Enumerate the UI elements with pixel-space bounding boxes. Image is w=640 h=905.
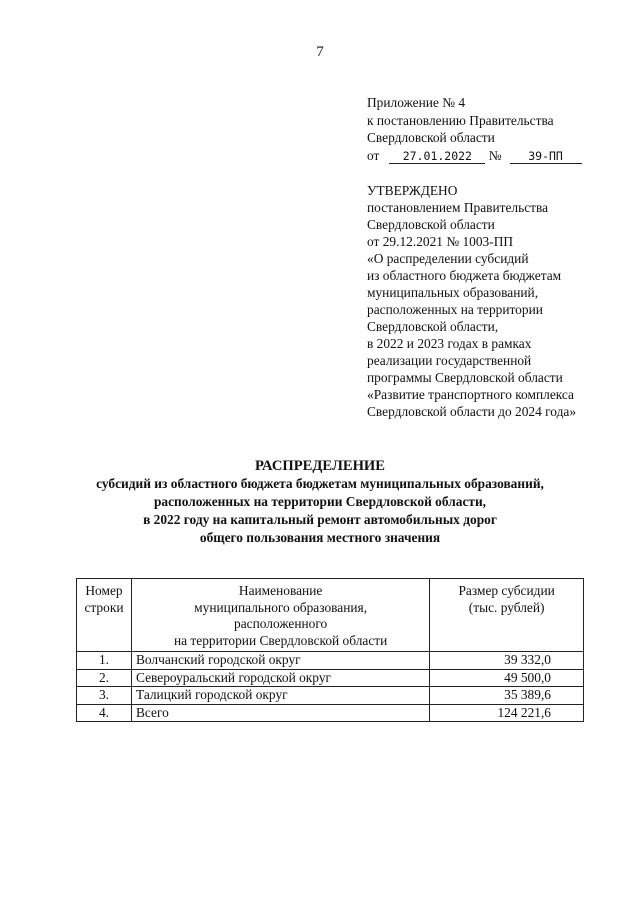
- approval-line: из областного бюджета бюджетам: [367, 268, 562, 283]
- header-text: муниципального образования,: [194, 599, 368, 615]
- approval-line: «Развитие транспортного комплекса: [367, 387, 574, 402]
- approval-line: в 2022 и 2023 годах в рамках: [367, 336, 532, 351]
- approval-line: от 29.12.2021 № 1003-ПП: [367, 234, 514, 249]
- approval-line: «О распределении субсидий: [367, 251, 529, 266]
- total-label: Всего: [131, 704, 429, 722]
- header-municipality: [131, 579, 429, 652]
- appendix-line-3: Свердловской области: [367, 130, 495, 146]
- appendix-line-1: Приложение № 4: [367, 95, 466, 110]
- table-row: [77, 652, 584, 670]
- municipality-name: Талицкий городской округ: [131, 687, 429, 705]
- approval-line: Свердловской области: [367, 217, 495, 232]
- appendix-line-2: к постановлению Правительства: [367, 112, 554, 128]
- municipality-name: Североуральский городской округ: [131, 669, 429, 687]
- heading-line: общего пользования местного значения: [199, 530, 441, 545]
- table-header-row: [77, 579, 584, 652]
- approval-line: Свердловской области,: [367, 319, 499, 334]
- approval-title: УТВЕРЖДЕНО: [367, 183, 458, 198]
- subsidy-amount: 39 332,0: [430, 652, 584, 670]
- date-prefix: от: [367, 147, 380, 163]
- heading-line: расположенных на территории Свердловской области,: [153, 494, 487, 509]
- header-text: на территории Свердловской области: [173, 632, 388, 648]
- municipality-name: Волчанский городской округ: [131, 652, 429, 670]
- header-text: (тыс. рублей): [468, 599, 545, 615]
- header-text: расположенного: [234, 616, 328, 631]
- number-prefix: №: [488, 147, 502, 163]
- page-number: 7: [316, 44, 324, 60]
- approval-block: [367, 182, 576, 420]
- resolution-date: 27.01.2022: [389, 149, 485, 164]
- document-heading: [0, 457, 640, 547]
- document-title: РАСПРЕДЕЛЕНИЕ: [254, 458, 386, 474]
- row-number: 4.: [77, 704, 132, 722]
- table-row: [77, 669, 584, 687]
- row-number: 2.: [77, 669, 132, 687]
- approval-line: программы Свердловской области: [367, 370, 563, 385]
- subsidy-amount: 35 389,6: [430, 687, 584, 705]
- row-number: 3.: [77, 687, 132, 705]
- header-text: Номер: [85, 583, 123, 598]
- approval-line: муниципальных образований,: [367, 285, 539, 300]
- appendix-date-line: [367, 147, 582, 165]
- header-subsidy-amount: [430, 579, 584, 652]
- approval-line: постановлением Правительства: [367, 200, 549, 215]
- table-row-total: [77, 704, 584, 722]
- approval-line: Свердловской области до 2024 года»: [367, 404, 577, 419]
- table-row: [77, 687, 584, 705]
- header-text: Размер субсидии: [458, 583, 555, 598]
- row-number: 1.: [77, 652, 132, 670]
- header-text: Наименование: [238, 583, 323, 598]
- approval-line: расположенных на территории: [367, 302, 543, 317]
- header-row-number: [77, 579, 132, 652]
- appendix-block: [367, 94, 582, 164]
- heading-line: субсидий из областного бюджета бюджетам муниципальных образований,: [96, 476, 544, 491]
- resolution-number: 39-ПП: [510, 149, 582, 164]
- approval-line: реализации государственной: [367, 353, 532, 368]
- heading-line: в 2022 году на капитальный ремонт автомобильных дорог: [143, 512, 497, 527]
- header-text: строки: [84, 599, 124, 615]
- total-amount: 124 221,6: [430, 704, 584, 722]
- subsidy-amount: 49 500,0: [430, 669, 584, 687]
- subsidy-table: [76, 578, 584, 722]
